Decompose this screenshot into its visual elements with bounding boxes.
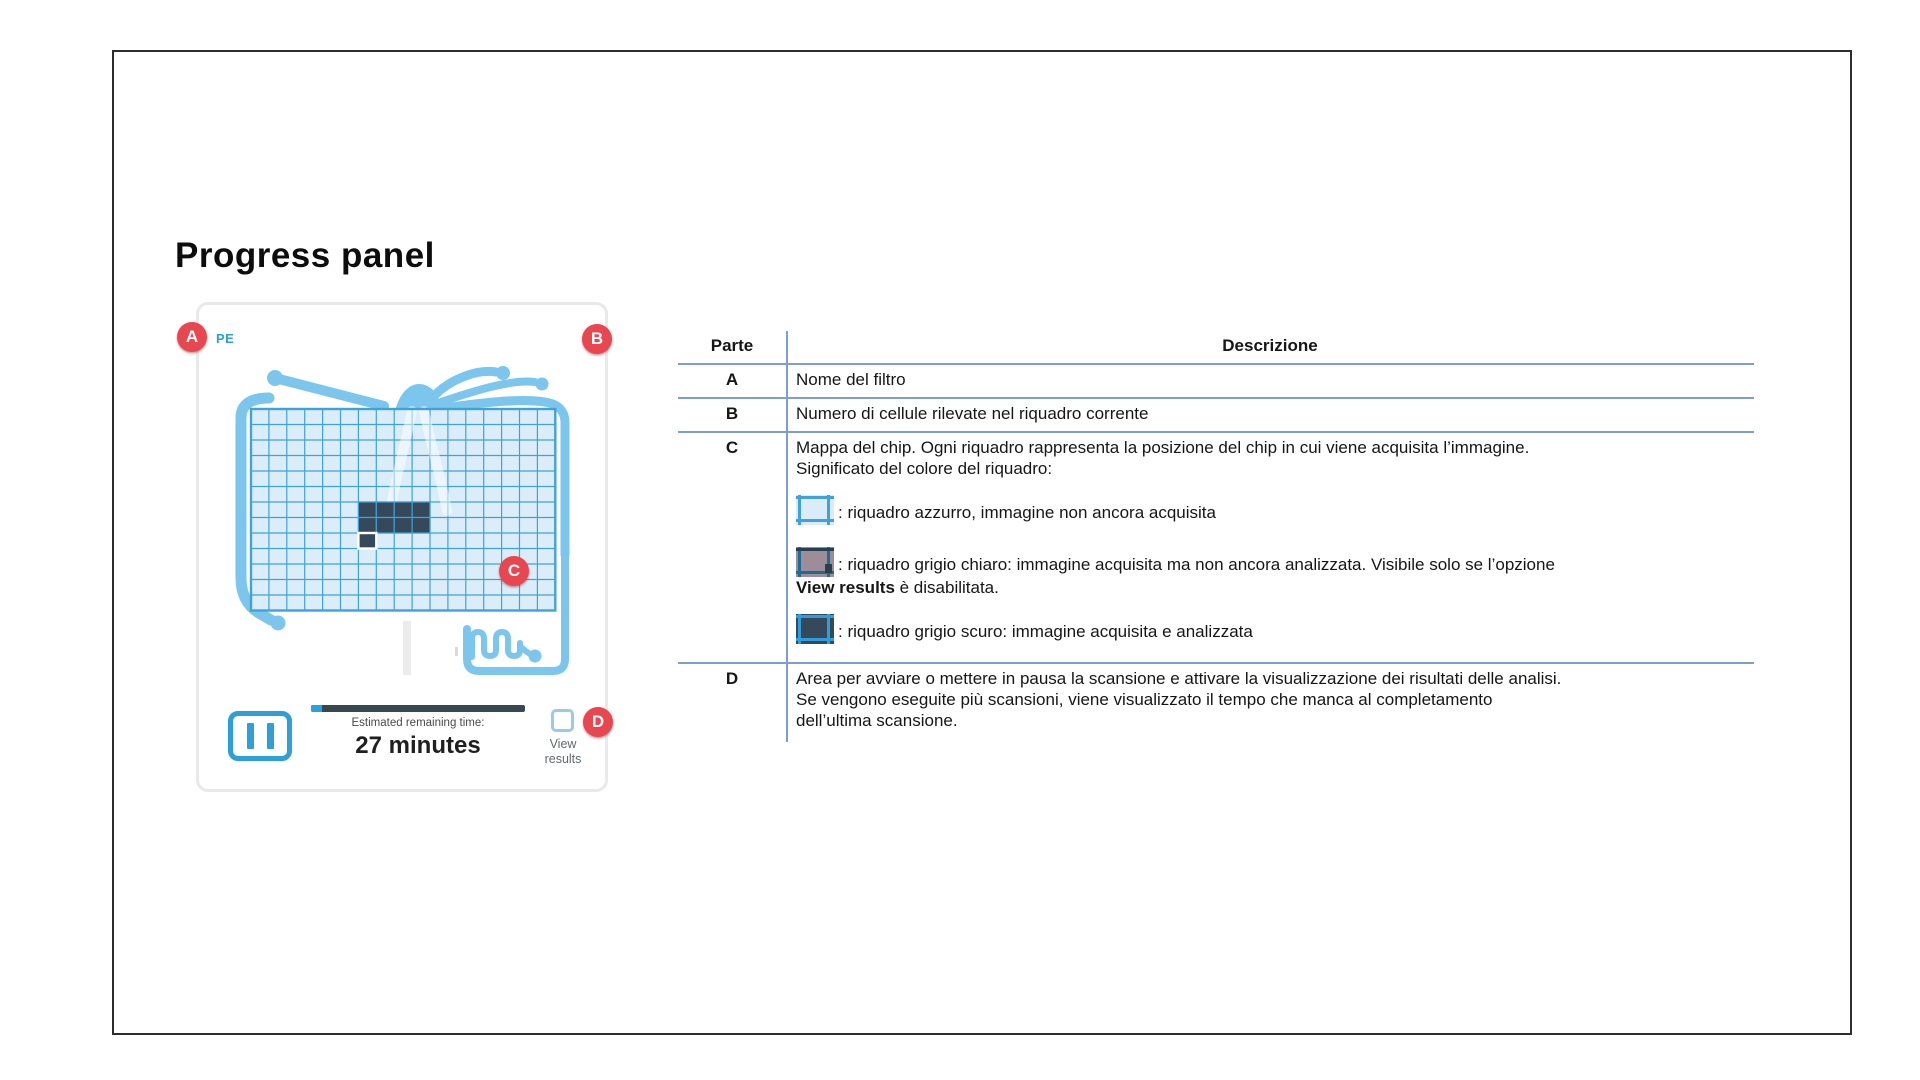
part-description: Area per avviare o mettere in pausa la scansione e attivare la visualizzazione dei risultati delle analisi. Se vengono eseguite più scansioni, viene visualizzato il tempo che manca al completamento dell’ultima scansione. xyxy=(796,669,1562,730)
pause-icon xyxy=(247,723,254,749)
pause-icon xyxy=(267,723,274,749)
callout-badge-a: A xyxy=(177,322,207,352)
part-description xyxy=(788,433,1754,662)
part-letter: C xyxy=(678,433,788,662)
header-description: Descrizione xyxy=(1222,336,1318,355)
part-description: Nome del filtro xyxy=(796,370,906,389)
chip-illustration xyxy=(199,305,611,685)
parts-table xyxy=(678,331,1754,742)
blue-cell-icon xyxy=(796,495,834,525)
estimated-time-label: Estimated remaining time: xyxy=(351,717,485,729)
view-results-label: View results xyxy=(544,737,582,766)
filter-name-label: PE xyxy=(216,331,235,346)
progress-panel xyxy=(196,302,608,792)
legend-dark-cell: : riquadro grigio scuro: immagine acquisita e analizzata xyxy=(796,614,1744,644)
dark-gray-cell-icon xyxy=(796,614,834,644)
table-row xyxy=(678,431,1754,662)
scan-progress-fill xyxy=(311,705,322,712)
remaining-time-value: 27 minutes xyxy=(355,732,481,759)
callout-badge-b: B xyxy=(582,324,612,354)
callout-badge-d: D xyxy=(583,707,613,737)
callout-badge-c: C xyxy=(499,556,529,586)
pause-button[interactable] xyxy=(228,711,292,761)
view-results-checkbox[interactable] xyxy=(551,709,574,732)
scan-progress-bar xyxy=(311,705,525,712)
chip-map-intro: Mappa del chip. Ogni riquadro rappresenta la posizione del chip in cui viene acquisita l’immagine. Significato del colore del riquadro: xyxy=(796,438,1530,478)
table-row xyxy=(678,662,1754,742)
part-description: Numero di cellule rilevate nel riquadro corrente xyxy=(796,404,1149,423)
light-gray-cell-icon xyxy=(796,547,834,577)
part-letter: D xyxy=(678,664,788,742)
part-letter: A xyxy=(678,365,788,397)
page-title: Progress panel xyxy=(175,236,435,275)
part-letter: B xyxy=(678,399,788,431)
table-row xyxy=(678,363,1754,397)
table-row xyxy=(678,397,1754,431)
chip-tick-mark xyxy=(455,647,458,656)
legend-blue-cell: : riquadro azzurro, immagine non ancora acquisita xyxy=(796,495,1744,525)
legend-gray-cell: : riquadro grigio chiaro: immagine acquisita ma non ancora analizzata. Visibile solo se l’opzione View results è disabilitata. xyxy=(796,547,1744,598)
chip-outlet-strip xyxy=(403,621,411,675)
header-part: Parte xyxy=(678,331,788,363)
table-header-row xyxy=(678,331,1754,363)
